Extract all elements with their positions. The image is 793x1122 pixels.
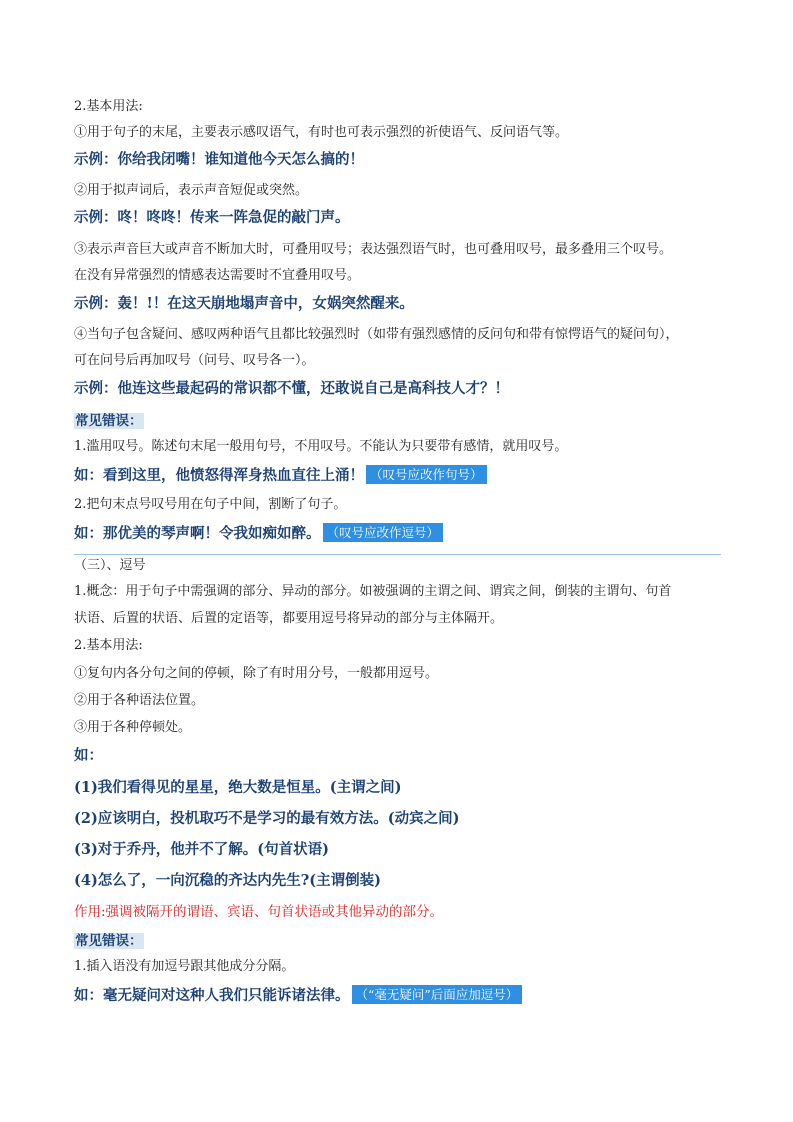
usage-item-2: ②用于各种语法位置。	[74, 693, 205, 708]
usage-item-4-line-1: ④当句子包含疑问、感叹两种语气且都比较强烈时（如带有强烈感情的反问句和带有惊愕语气的疑问句），	[74, 327, 679, 342]
effect-note: 作用:强调被隔开的谓语、宾语、句首状语或其他异动的部分。	[74, 904, 444, 920]
section-divider	[74, 554, 721, 555]
correction-tag: （叹号应改作句号）	[366, 465, 487, 484]
usage-item-3-line-2: 在没有异常强烈的情感表达需要时不宜叠用叹号。	[74, 268, 361, 283]
usage-item-1: ①用于句子的末尾，主要表示感叹语气，有时也可表示强烈的祈使语气、反问语气等。	[74, 125, 569, 140]
example-3: (3)对于乔丹，他并不了解。(句首状语)	[74, 841, 330, 858]
usage-item-1: ①复句内各分句之间的停顿，除了有时用分号，一般都用逗号。	[74, 666, 439, 681]
example-1: (1)我们看得见的星星，绝大数是恒星。(主谓之间)	[74, 779, 402, 796]
usage-item-3: ③用于各种停顿处。	[74, 720, 192, 735]
error-item-1: 1.插入语没有加逗号跟其他成分分隔。	[74, 959, 295, 974]
example-4: 示例：他连这些最起码的常识都不懂，还敢说自己是高科技人才？！	[74, 380, 509, 397]
example-intro: 如：	[74, 747, 103, 764]
correction-tag: （“毫无疑问”后面应加逗号）	[352, 985, 523, 1004]
example-3: 示例：轰！!！在这天崩地塌声音中，女娲突然醒来。	[74, 295, 414, 312]
error-example-1-text: 如：看到这里，他愤怒得浑身热血直往上涌！	[74, 467, 364, 484]
example-4: (4)怎么了，一向沉稳的齐达内先生?(主谓倒装)	[74, 872, 382, 889]
usage-item-3-line-1: ③表示声音巨大或声音不断加大时，可叠用叹号；表达强烈语气时，也可叠用叹号，最多叠用三个叹号。	[74, 242, 673, 257]
common-errors-heading	[74, 930, 144, 951]
example-2: (2)应该明白，投机取巧不是学习的最有效方法。(动宾之间)	[74, 810, 460, 827]
error-example-1-text: 如：毫无疑问对这种人我们只能诉诸法律。	[74, 987, 350, 1004]
error-example-1	[74, 465, 487, 486]
usage-heading: 2.基本用法:	[74, 638, 143, 653]
correction-tag: （叹号应改作逗号）	[323, 523, 444, 542]
example-1: 示例：你给我闭嘴！谁知道他今天怎么搞的！	[74, 151, 364, 168]
concept-line-2: 状语、后置的状语、后置的定语等，都要用逗号将异动的部分与主体隔开。	[74, 611, 504, 626]
error-item-1: 1.滥用叹号。陈述句末尾一般用句号，不用叹号。不能认为只要带有感情，就用叹号。	[74, 439, 568, 454]
common-errors-heading	[74, 410, 144, 431]
usage-item-2: ②用于拟声词后，表示声音短促或突然。	[74, 183, 309, 198]
error-example-2-text: 如：那优美的琴声啊！令我如痴如醉。	[74, 525, 321, 542]
example-2: 示例：咚！咚咚！传来一阵急促的敲门声。	[74, 209, 350, 226]
section-heading-comma: （三）、逗号	[74, 558, 146, 573]
common-errors-label: 常见错误：	[75, 413, 143, 429]
error-example-2	[74, 523, 443, 544]
common-errors-label: 常见错误：	[75, 933, 143, 949]
error-example-1	[74, 985, 522, 1006]
error-item-2: 2.把句末点号叹号用在句子中间，割断了句子。	[74, 497, 347, 512]
usage-item-4-line-2: 可在问号后再加叹号（问号、叹号各一）。	[74, 353, 315, 368]
usage-heading: 2.基本用法:	[74, 99, 143, 114]
concept-line-1: 1.概念：用于句子中需强调的部分、异动的部分。如被强调的主谓之间、谓宾之间，倒装的主谓句、句首	[74, 584, 672, 599]
